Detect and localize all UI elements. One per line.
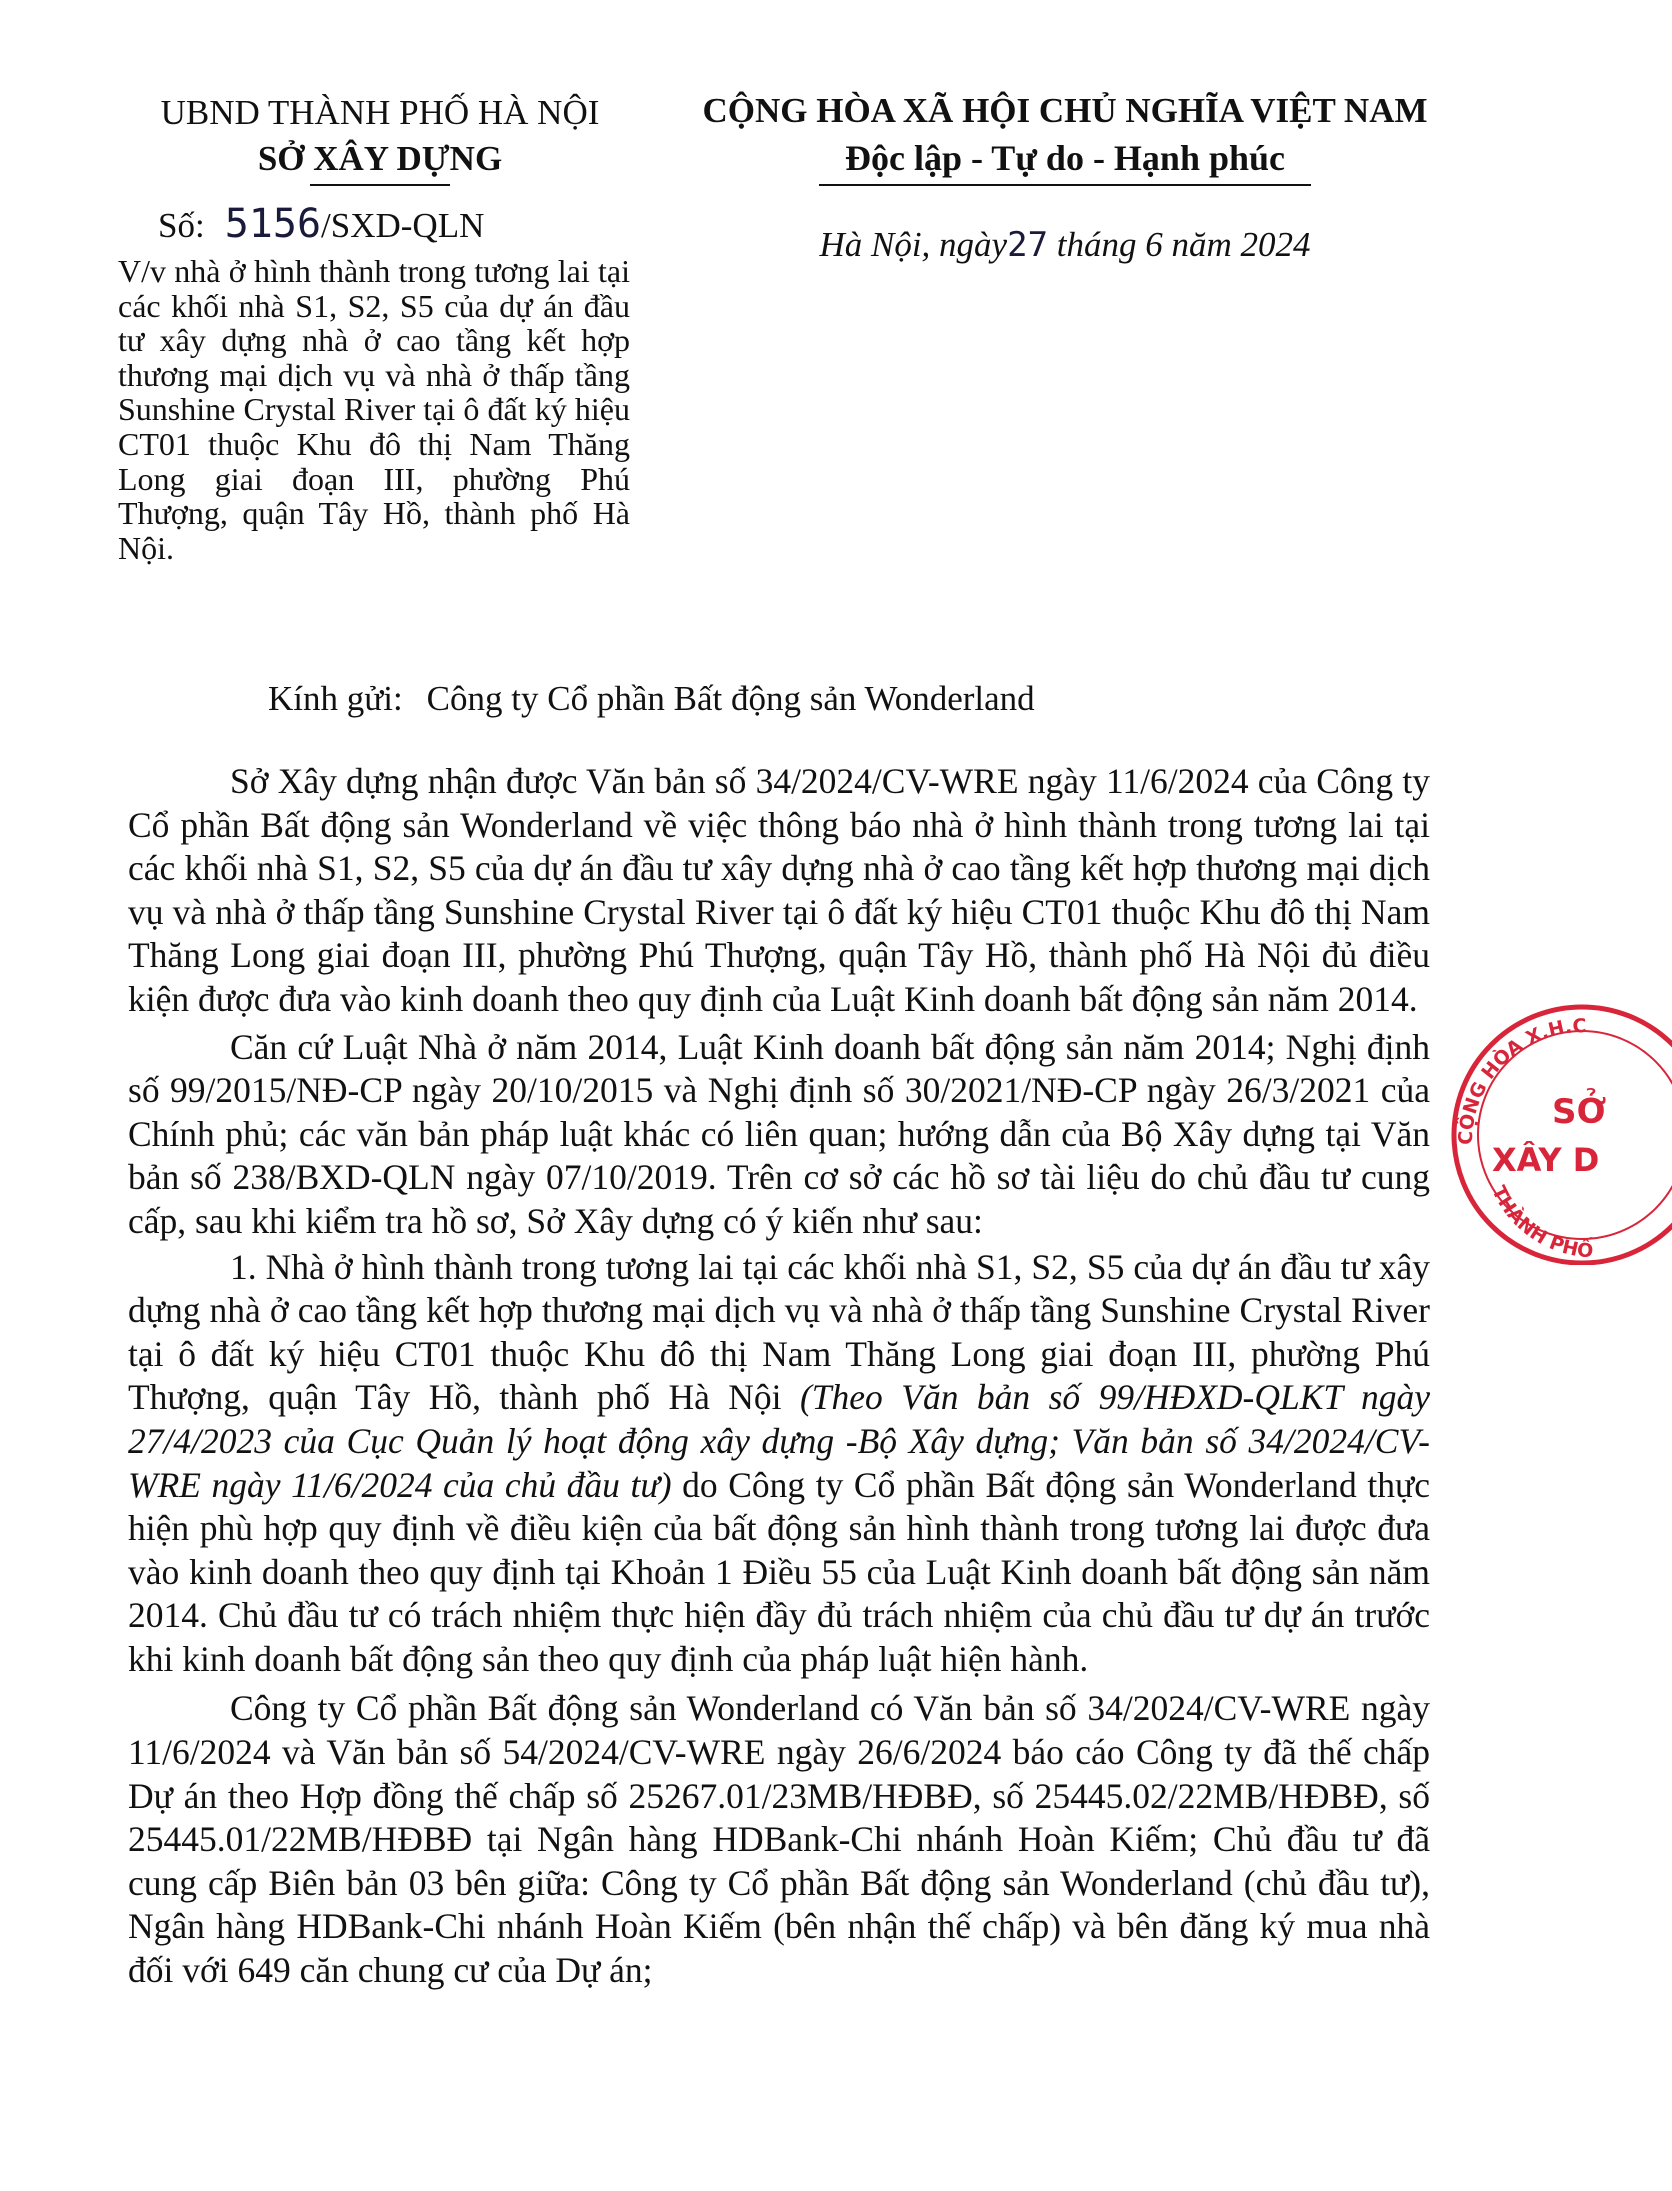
place-and-date [675,222,1455,268]
document-number [158,200,484,250]
body-paragraph-2: Căn cứ Luật Nhà ở năm 2014, Luật Kinh doanh bất động sản năm 2014; Nghị định số 99/2015/NĐ-CP ngày 20/10/2015 và Nghị định số 30/2021/NĐ-CP ngày 26/3/2021 của Chính phủ; các văn bản pháp luật khác có liên quan; hướng dẫn của Bộ Xây dựng tại Văn bản số 238/BXD-QLN ngày 07/10/2019. Trên cơ sở các hồ sơ tài liệu do chủ đầu tư cung cấp, sau khi kiểm tra hồ sơ, Sở Xây dựng có ý kiến như sau: [128,1026,1430,1241]
paragraph-3-text-b: do Công ty Cổ phần Bất động sản Wonderland thực hiện phù hợp quy định về điều kiện của bất động sản hình thành trong tương lai được đưa vào kinh doanh theo quy định tại Khoản 1 Điều 55 của Luật Kinh doanh bất động sản năm 2014. Chủ đầu tư có trách nhiệm thực hiện đầy đủ trách nhiệm của chủ đầu tư dự án trước khi kinh doanh bất động sản theo quy định của pháp luật hiện hành. [128,1464,1430,1679]
recipient [268,676,1035,722]
motto-underline [819,184,1311,186]
national-header [675,88,1455,186]
recipient-label: Kính gửi: [268,679,403,718]
date-before-day: Hà Nội, ngày [819,225,1008,264]
red-seal-stamp [1442,995,1672,1265]
svg-text:THÀNH PHỐ [1487,1182,1594,1262]
date-handwritten-day: 27 [1007,225,1049,265]
stamp-top-arc: CỘNG HÒA X.H.C [1454,1015,1587,1146]
paragraph-3-text-a: 1. Nhà ở hình thành trong tương lai tại các khối nhà S1, S2, S5 của dự án đầu tư xây dựng nhà ở cao tầng kết hợp thương mại dịch vụ và nhà ở thấp tầng Sunshine Crystal River tại ô đất ký hiệu CT01 thuộc Khu đô thị Nam Thăng Long giai đoạn III, phường Phú Thượng, quận Tây Hồ, thành phố Hà Nội [128,1246,1430,1418]
stamp-line-1: SỞ [1552,1092,1607,1132]
date-after-day: tháng 6 năm 2024 [1048,225,1311,264]
subject-line: V/v nhà ở hình thành trong tương lai tại các khối nhà S1, S2, S5 của dự án đầu tư xây dựng nhà ở cao tầng kết hợp thương mại dịch vụ và nhà ở thấp tầng Sunshine Crystal River tại ô đất ký hiệu CT01 thuộc Khu đô thị Nam Thăng Long giai đoạn III, phường Phú Thượng, quận Tây Hồ, thành phố Hà Nội. [118,253,630,566]
paragraph-3-citation: (Theo Văn bản số 99/HĐXD-QLKT ngày 27/4/2023 của Cục Quản lý hoạt động xây dựng -Bộ Xây dựng; Văn bản số 34/2024/CV-WRE ngày 11/6/2024 của chủ đầu tư) [128,1377,1430,1505]
doc-number-prefix: Số: [158,206,205,245]
department-name: SỞ XÂY DỰNG [257,139,503,178]
stamp-line-2: XÂY D [1492,1141,1600,1179]
body-paragraph-3 [128,1246,1430,1682]
letter-body [128,760,1430,1993]
national-motto: Độc lập - Tự do - Hạnh phúc [844,138,1286,178]
issuing-authority: UBND THÀNH PHỐ HÀ NỘI [160,93,600,132]
recipient-name: Công ty Cổ phần Bất động sản Wonderland [426,679,1035,718]
department-underline [310,184,450,186]
stamp-bottom-arc: THÀNH PHỐ [1487,1182,1595,1263]
body-paragraph-4: Công ty Cổ phần Bất động sản Wonderland có Văn bản số 34/2024/CV-WRE ngày 11/6/2024 và Văn bản số 54/2024/CV-WRE ngày 26/6/2024 báo cáo Công ty đã thế chấp Dự án theo Hợp đồng thế chấp số 25267.01/23MB/HĐBĐ, số 25445.02/22MB/HĐBĐ, số 25445.01/22MB/HĐBĐ tại Ngân hàng HDBank-Chi nhánh Hoàn Kiếm; Chủ đầu tư đã cung cấp Biên bản 03 bên giữa: Công ty Cổ phần Bất động sản Wonderland (chủ đầu tư), Ngân hàng HDBank-Chi nhánh Hoàn Kiếm (bên nhận thế chấp) và bên đăng ký mua nhà đối với 649 căn chung cư của Dự án; [128,1688,1430,1991]
body-paragraph-1: Sở Xây dựng nhận được Văn bản số 34/2024/CV-WRE ngày 11/6/2024 của Công ty Cổ phần Bất động sản Wonderland về việc thông báo nhà ở hình thành trong tương lai tại các khối nhà S1, S2, S5 của dự án đầu tư xây dựng nhà ở cao tầng kết hợp thương mại dịch vụ và nhà ở thấp tầng Sunshine Crystal River tại ô đất ký hiệu CT01 thuộc Khu đô thị Nam Thăng Long giai đoạn III, phường Phú Thượng, quận Tây Hồ, thành phố Hà Nội đủ điều kiện được đưa vào kinh doanh theo quy định của Luật Kinh doanh bất động sản năm 2014. [128,761,1430,1019]
national-title: CỘNG HÒA XÃ HỘI CHỦ NGHĨA VIỆT NAM [702,91,1428,130]
issuer-header [110,90,650,186]
doc-number-handwritten: 5156 [224,201,322,247]
doc-number-suffix: /SXD-QLN [321,206,485,245]
